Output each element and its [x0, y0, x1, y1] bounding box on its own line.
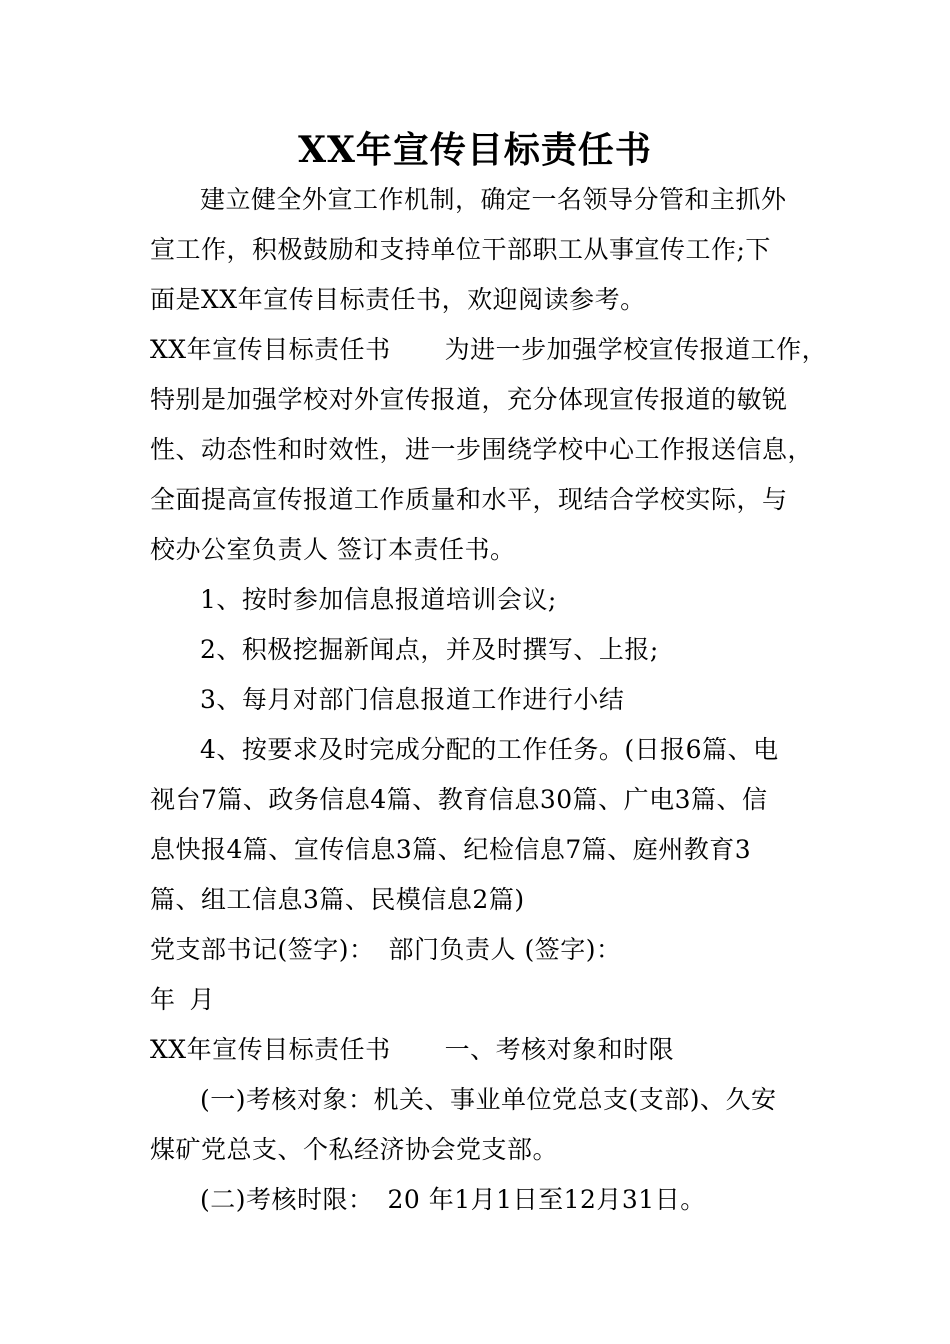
list-item-3: 3、每月对部门信息报道工作进行小结: [200, 685, 625, 714]
body-line-1: 为进一步加强学校宣传报道工作，: [444, 335, 828, 364]
assessment-period-label: (二)考核时限：: [200, 1185, 374, 1214]
date-year: 年: [150, 985, 176, 1014]
date-line: [150, 984, 215, 1016]
list-item-2: 2、积极挖掘新闻点，并及时撰写、上报;: [200, 635, 659, 664]
list-item-4: 4、按要求及时完成分配的工作任务。(日报6篇、电: [200, 735, 779, 764]
list-item-4-cont-2: 息快报4篇、宣传信息3篇、纪检信息7篇、庭州教育3: [150, 835, 752, 864]
assessment-period-value: 20 年1月1日至12月31日。: [387, 1185, 706, 1214]
assessment-target-line-1: (一)考核对象：机关、事业单位党总支(支部)、久安: [200, 1085, 777, 1114]
section-heading: XX年宣传目标责任书: [150, 335, 391, 364]
second-section-heading: XX年宣传目标责任书: [150, 1035, 391, 1064]
list-item-4-cont-3: 篇、组工信息3篇、民模信息2篇): [150, 885, 525, 914]
body-line-4: 全面提高宣传报道工作质量和水平，现结合学校实际，与: [150, 485, 788, 514]
intro-line-1: 建立健全外宣工作机制，确定一名领导分管和主抓外: [200, 185, 787, 214]
list-item-4-cont-1: 视台7篇、政务信息4篇、教育信息30篇、广电3篇、信: [150, 785, 768, 814]
second-section-line: [150, 1034, 674, 1066]
list-item-1: 1、按时参加信息报道培训会议;: [200, 585, 557, 614]
section-heading-line: [150, 334, 827, 366]
department-head-signature: 部门负责人 (签字)：: [388, 935, 622, 964]
intro-line-2: 宣工作，积极鼓励和支持单位干部职工从事宣传工作;下: [150, 235, 771, 264]
signature-line: [150, 934, 621, 966]
body-line-3: 性、动态性和时效性，进一步围绕学校中心工作报送信息，: [150, 435, 814, 464]
assessment-period-line: [200, 1184, 706, 1216]
document-title: XX年宣传目标责任书: [298, 129, 652, 171]
body-line-2: 特别是加强学校对外宣传报道，充分体现宣传报道的敏锐: [150, 385, 788, 414]
assessment-target-line-2: 煤矿党总支、个私经济协会党支部。: [150, 1135, 559, 1164]
party-secretary-signature: 党支部书记(签字)：: [150, 935, 375, 964]
body-line-5: 校办公室负责人 签订本责任书。: [150, 535, 516, 564]
intro-line-3: 面是XX年宣传目标责任书，欢迎阅读参考。: [150, 285, 646, 314]
date-month: 月: [189, 985, 216, 1014]
assessment-heading: 一、考核对象和时限: [444, 1035, 675, 1064]
